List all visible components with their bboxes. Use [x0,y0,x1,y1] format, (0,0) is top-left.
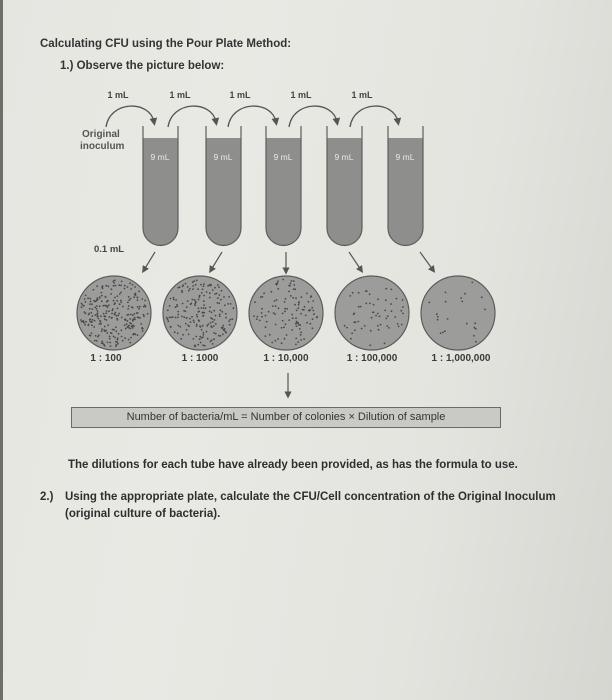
question-number: 2.) [40,491,54,503]
test-tube [388,126,423,246]
transfer-labels [107,90,373,100]
transfer-arrows [106,106,398,127]
dilution-label: 1 : 1000 [181,353,219,364]
arrow-icon [349,252,361,270]
test-tubes [143,126,423,246]
arc-arrow-icon [106,106,154,127]
instruction-note: The dilutions for each tube have already been provided, as has the formula to use. [68,459,518,471]
question-1: 1.) Observe the picture below: [60,60,225,72]
arc-arrow-icon [228,106,276,127]
svg-text:Original: Original [82,129,120,140]
dilution-labels [90,353,490,364]
petri-plate [249,276,323,350]
transfer-label: 1 mL [169,90,191,100]
question-2 [40,489,556,523]
arc-arrow-icon [168,106,216,127]
dilution-label: 1 : 1,000,000 [431,353,491,364]
svg-text:9 mL: 9 mL [334,152,354,162]
svg-text:9 mL: 9 mL [395,152,415,162]
test-tube [143,126,178,246]
plating-volume-label: 0.1 mL [94,244,125,255]
formula-box: Number of bacteria/mL = Number of colonies × Dilution of sample [71,407,501,428]
question-text-line1: Using the appropriate plate, calculate the CFU/Cell concentration of the Original Inoculum [65,491,556,503]
original-inoculum-label [80,129,125,152]
svg-text:9 mL: 9 mL [150,152,170,162]
arrow-icon [211,252,222,270]
arc-arrow-icon [289,106,337,127]
petri-plate [421,276,495,350]
transfer-label: 1 mL [229,90,251,100]
arrow-icon [144,252,155,270]
petri-plate [163,276,237,350]
dilution-label: 1 : 100,000 [346,353,398,364]
dilution-label: 1 : 10,000 [263,353,309,364]
petri-plate [335,276,409,350]
arrow-icon [420,252,433,270]
dilution-label: 1 : 100 [90,353,122,364]
plating-arrows [144,252,433,271]
arc-arrow-icon [350,106,398,127]
question-text-line2: (original culture of bacteria). [65,508,221,520]
test-tube [206,126,241,246]
petri-plate [77,276,151,350]
svg-text:9 mL: 9 mL [213,152,233,162]
transfer-label: 1 mL [290,90,312,100]
petri-plates [77,276,495,350]
transfer-label: 1 mL [107,90,129,100]
transfer-label: 1 mL [351,90,373,100]
svg-text:inoculum: inoculum [80,141,125,152]
test-tube [327,126,362,246]
svg-text:9 mL: 9 mL [273,152,293,162]
page-title: Calculating CFU using the Pour Plate Method: [40,38,292,50]
test-tube [266,126,301,246]
